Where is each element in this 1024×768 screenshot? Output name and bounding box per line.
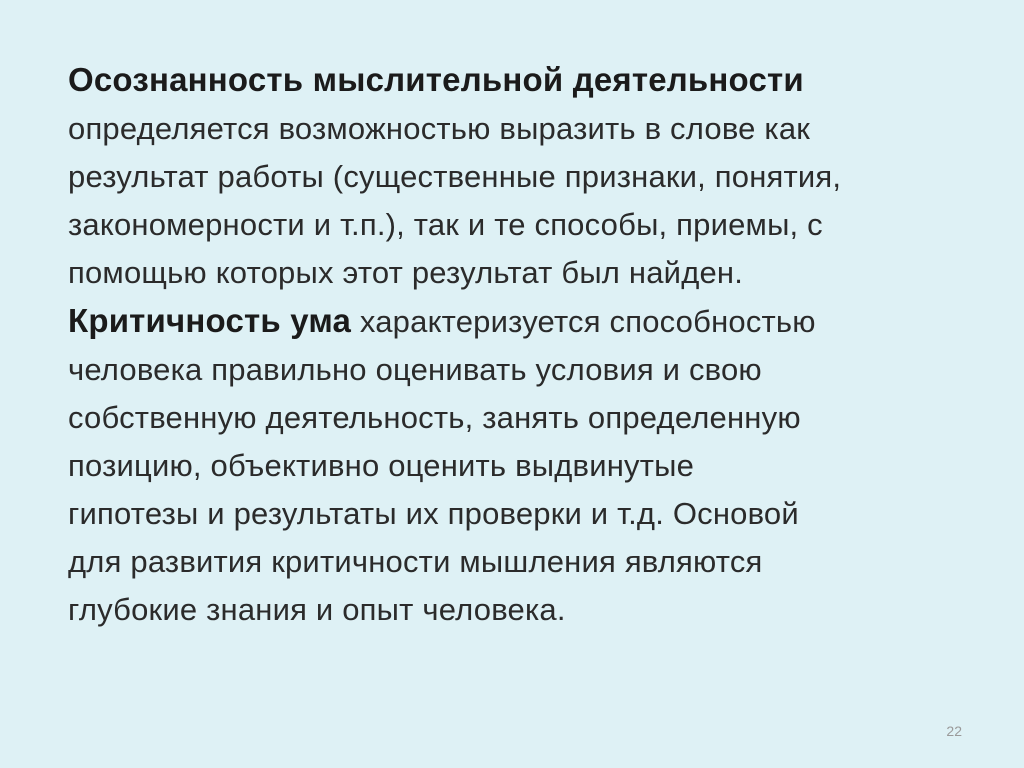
slide-number: 22 [946, 723, 962, 739]
term-criticality: Критичность ума [68, 302, 352, 339]
text-line: гипотезы и результаты их проверки и т.д. Основой [68, 496, 799, 531]
term-awareness: Осознанность мыслительной деятельности [68, 61, 804, 98]
text-line [68, 56, 968, 105]
text-line: глубокие знания и опыт человека. [68, 592, 566, 627]
text-line: собственную деятельность, занять определенную [68, 400, 801, 435]
text-line: для развития критичности мышления являются [68, 544, 763, 579]
text-fragment: характеризуется способностью [351, 304, 816, 339]
text-line: помощью которых этот результат был найден. [68, 255, 744, 290]
paragraph-criticality [68, 297, 968, 634]
text-line: закономерности и т.п.), так и те способы, приемы, с [68, 207, 823, 242]
paragraph-awareness [68, 56, 968, 297]
text-line [68, 297, 968, 346]
text-line: позицию, объективно оценить выдвинутые [68, 448, 695, 483]
text-line: человека правильно оценивать условия и свою [68, 352, 762, 387]
text-line: определяется возможностью выразить в слове как [68, 111, 811, 146]
text-line: результат работы (существенные признаки, понятия, [68, 159, 842, 194]
slide-body-text [68, 56, 968, 634]
